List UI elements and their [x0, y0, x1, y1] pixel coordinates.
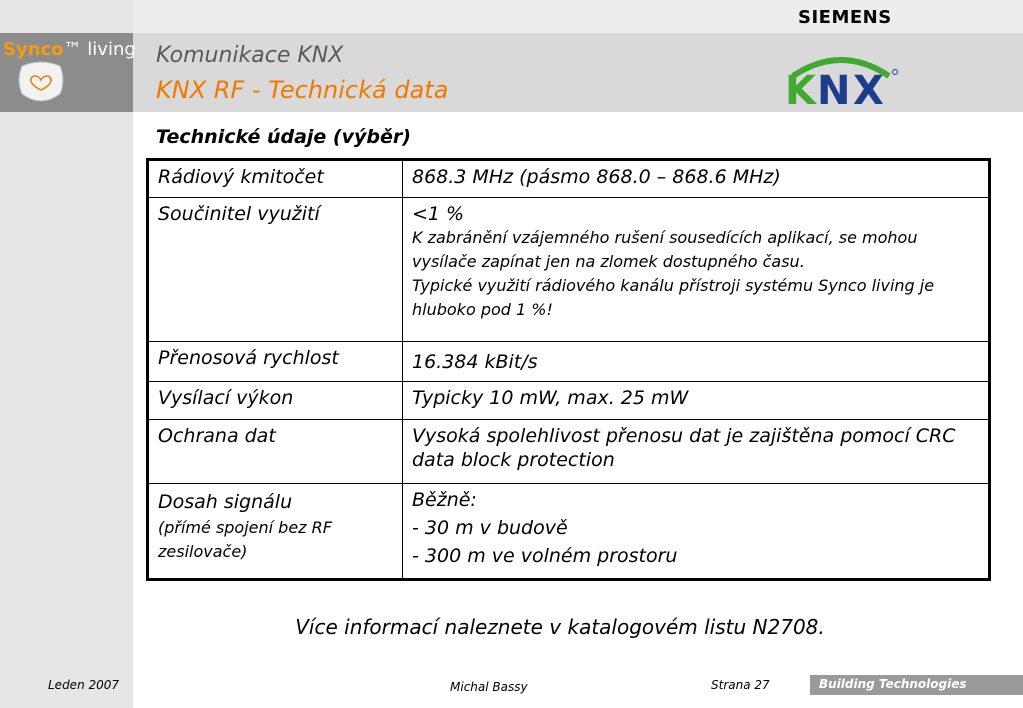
footer-page-number: Strana 27: [711, 678, 770, 692]
row-value-line: - 300 m ve volném prostoru: [412, 545, 678, 567]
row-value: Vysoká spolehlivost přenosu dat je zajištěna pomocí CRC data block protection: [403, 420, 990, 484]
row-label: Dosah signálu: [158, 491, 293, 513]
spec-table: [146, 158, 991, 581]
row-label-detail: (přímé spojení bez RF zesilovače): [158, 518, 332, 561]
table-row: [148, 382, 990, 420]
row-value: 16.384 kBit/s: [403, 342, 990, 382]
row-label: Přenosová rychlost: [148, 342, 403, 382]
synco-living-logo: [3, 39, 136, 60]
row-value-line: Běžně:: [412, 489, 477, 511]
table-row: [148, 484, 990, 580]
catalog-note: Více informací naleznete v katalogovém listu N2708.: [295, 615, 825, 639]
row-label: Součinitel využití: [148, 198, 403, 342]
synco-heart-icon: [16, 60, 66, 106]
knx-logo: [783, 46, 903, 108]
table-row: [148, 160, 990, 198]
footer-division-badge: [810, 675, 1023, 695]
row-value: Typicky 10 mW, max. 25 mW: [403, 382, 990, 420]
svg-text:N: N: [817, 68, 851, 108]
svg-text:K: K: [785, 68, 816, 108]
table-row: [148, 342, 990, 382]
footer-division: Building Technologies: [819, 677, 967, 691]
row-value: 868.3 MHz (pásmo 868.0 – 868.6 MHz): [403, 160, 990, 198]
table-row: [148, 420, 990, 484]
footer-date: Leden 2007: [48, 678, 120, 692]
svg-text:X: X: [853, 68, 884, 108]
row-detail: K zabránění vzájemného rušení sousedících aplikací, se mohou vysílače zapínat jen na zlomek dostupného času.: [412, 228, 918, 271]
synco-logo-text: Synco: [3, 39, 64, 60]
row-value-line: - 30 m v budově: [412, 517, 568, 539]
footer-author: Michal Bassy: [450, 680, 528, 694]
row-value-cell: [403, 484, 990, 580]
row-label: Vysílací výkon: [148, 382, 403, 420]
section-title: Technické údaje (výběr): [156, 126, 411, 148]
living-logo-text: ™ living: [63, 39, 136, 60]
page-subtitle: KNX RF - Technická data: [156, 76, 449, 104]
row-value: <1 %: [412, 203, 465, 225]
table-row: [148, 198, 990, 342]
row-label-cell: [148, 484, 403, 580]
row-label: Ochrana dat: [148, 420, 403, 484]
row-value-cell: [403, 198, 990, 342]
page-title: Komunikace KNX: [156, 43, 344, 68]
row-label: Rádiový kmitočet: [148, 160, 403, 198]
row-detail: Typické využití rádiového kanálu přístroji systému Synco living je hluboko pod 1 %!: [412, 276, 935, 319]
siemens-logo: SIEMENS: [798, 7, 892, 28]
